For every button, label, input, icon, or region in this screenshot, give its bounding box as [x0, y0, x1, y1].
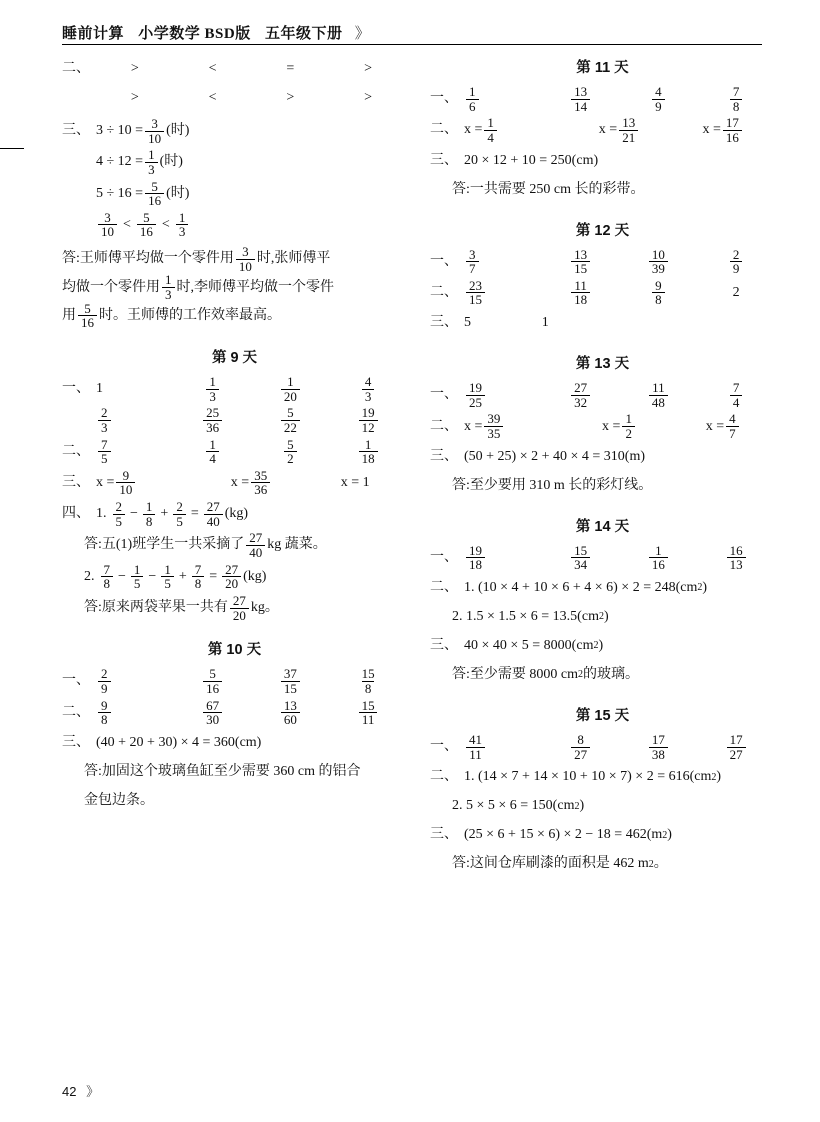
answer-item	[174, 406, 252, 434]
equation-text: 20 × 12 + 10 = 250(cm)	[464, 152, 599, 168]
fraction: $\frac{9}{8}$	[652, 279, 665, 307]
fraction: $\frac{15}{34}$	[571, 544, 590, 572]
fraction: $\frac{25}{36}$	[203, 406, 222, 434]
answer-text: 答:一共需要 250 cm 长的彩带。	[452, 181, 645, 197]
day12-section1	[430, 248, 775, 276]
unit-text: (时)	[159, 154, 183, 170]
fraction: $\frac{3}{10}$	[236, 245, 255, 273]
section-label: 一、	[62, 673, 90, 689]
spine-tick	[0, 148, 24, 149]
fraction: $\frac{41}{11}$	[466, 733, 485, 761]
day10-answer-line2	[62, 788, 407, 814]
equation-text: 5 ÷ 16 =	[96, 185, 144, 201]
fraction: $\frac{9}{8}$	[98, 699, 111, 727]
equation-text: )	[598, 637, 604, 653]
fraction: $\frac{1}{3}$	[176, 211, 189, 239]
equation	[84, 563, 266, 591]
answer-item	[329, 699, 407, 727]
fraction: $\frac{27}{20}$	[230, 594, 249, 622]
fraction: $\frac{13}{60}$	[281, 699, 300, 727]
answer-item	[671, 116, 775, 144]
day14-section2-item2	[430, 604, 775, 630]
exponent: 2	[598, 611, 604, 623]
right-column	[430, 56, 775, 880]
carryover-answer-paragraph	[62, 245, 407, 330]
answer-text: 答:加固这个玻璃鱼缸至少需要 360 cm 的铝合	[84, 763, 361, 779]
equation	[464, 580, 707, 596]
day9-section4-item1	[62, 500, 407, 528]
compare-symbol: <	[161, 216, 170, 232]
day11-section3	[430, 148, 775, 174]
fraction: $\frac{15}{8}$	[361, 666, 375, 696]
section-label: 二、	[62, 443, 90, 459]
section-label: 二、	[62, 704, 90, 720]
fraction: $\frac{23}{15}$	[466, 279, 485, 307]
day10-section1	[62, 667, 407, 695]
day15-answer	[430, 851, 775, 877]
answer-text: 时,李师傅平均做一个零件	[176, 279, 334, 295]
section-label: 二、	[430, 418, 458, 434]
operator: −	[130, 506, 138, 522]
equation	[464, 769, 721, 785]
answer-item	[620, 85, 698, 113]
page-footer	[62, 1081, 99, 1100]
answer-item	[620, 544, 698, 572]
day15-section2-item1	[430, 764, 775, 790]
exponent: 2	[648, 858, 654, 870]
answer-text: 均做一个零件用	[62, 279, 160, 295]
header-grade: 五年级下册	[264, 26, 343, 42]
section-label: 三、	[62, 474, 90, 490]
section-label: 一、	[430, 91, 458, 107]
compare-symbol: >	[364, 60, 373, 76]
compare-symbol: <	[208, 89, 217, 105]
fraction: $\frac{11}{48}$	[649, 381, 668, 409]
item-number: 2.	[84, 568, 95, 584]
section-label: 一、	[430, 739, 458, 755]
fraction: $\frac{4}{7}$	[726, 412, 739, 440]
exponent: 2	[662, 829, 668, 841]
day9-section1-row2	[62, 406, 407, 434]
variable-label: x =	[230, 474, 250, 490]
day13-answer	[430, 473, 775, 499]
answer-text: 时,张师傅平	[256, 251, 331, 267]
answer-item	[542, 381, 620, 409]
equation	[96, 117, 189, 145]
fraction: $\frac{5}{16}$	[137, 211, 156, 239]
exponent: 2	[697, 582, 703, 594]
fraction: $\frac{17}{38}$	[649, 733, 668, 761]
day10-section2	[62, 699, 407, 727]
fraction: $\frac{1}{8}$	[143, 500, 156, 528]
day11-section2	[430, 116, 775, 144]
section-label: 一、	[430, 253, 458, 269]
answer-item	[464, 733, 542, 761]
day11-section1	[430, 85, 775, 113]
answer-item	[96, 469, 200, 497]
day-title-15: 第 15 天	[575, 707, 630, 724]
answer-item	[329, 667, 407, 695]
answer-item	[464, 248, 542, 276]
compare-symbol: >	[364, 89, 373, 105]
fraction: $\frac{7}{8}$	[730, 85, 743, 113]
answer-text: kg。	[250, 600, 279, 616]
fraction: $\frac{4}{3}$	[362, 375, 375, 403]
section-label: 一、	[430, 387, 458, 403]
compare-symbol: <	[123, 216, 131, 232]
answer-item	[96, 699, 174, 727]
compare-symbol: >	[130, 89, 139, 105]
section-label: 三、	[430, 315, 458, 331]
day-title-11: 第 11 天	[576, 60, 629, 76]
fraction: $\frac{19}{25}$	[466, 381, 485, 409]
answer-item	[697, 733, 775, 761]
answer-item: 5	[464, 315, 471, 331]
exponent: 2	[711, 771, 717, 783]
fraction: $\frac{1}{20}$	[281, 375, 300, 403]
fraction: $\frac{2}{5}$	[113, 500, 126, 528]
day15-section2-item2	[430, 793, 775, 819]
answer-text: 时。王师傅的工作效率最高。	[99, 307, 281, 323]
fraction: $\frac{5}{16}$	[203, 667, 222, 695]
answer-item	[464, 85, 542, 113]
day9-section4-item2	[62, 563, 407, 591]
fraction: $\frac{5}{16}$	[145, 180, 164, 208]
section-label: 三、	[430, 152, 458, 168]
fraction: $\frac{13}{14}$	[571, 85, 590, 113]
header-subtitle: 小学数学 BSD版	[138, 26, 251, 42]
day13-section1	[430, 381, 775, 409]
day11-answer	[430, 177, 775, 203]
equation-text: )	[716, 769, 722, 785]
fraction: $\frac{27}{20}$	[222, 563, 241, 591]
answer-item: x = 1	[340, 474, 370, 490]
fraction: $\frac{7}{4}$	[730, 381, 743, 409]
answer-text: 。	[653, 856, 668, 872]
variable-label: x =	[464, 122, 483, 138]
section-label: 二、	[62, 60, 90, 76]
header-divider	[62, 44, 762, 45]
answer-item	[329, 375, 407, 403]
day14-section2-item1	[430, 575, 775, 601]
answer-item	[174, 667, 252, 695]
variable-label: x =	[598, 122, 618, 138]
fraction: $\frac{8}{27}$	[571, 733, 590, 761]
day-title-12: 第 12 天	[575, 222, 630, 239]
unit-text: (kg)	[224, 506, 249, 522]
answer-item	[542, 248, 620, 276]
section-label: 四、	[62, 506, 90, 522]
fraction: $\frac{27}{40}$	[246, 531, 265, 559]
day15-section3	[430, 822, 775, 848]
equation	[464, 827, 672, 843]
answer-item	[96, 667, 174, 695]
fraction: $\frac{13}{15}$	[571, 248, 590, 276]
day12-section2	[430, 279, 775, 307]
answer-text: 答:这间仓库刷漆的面积是 462 m	[452, 856, 649, 872]
fraction: $\frac{2}{9}$	[98, 667, 111, 695]
equation-text: (40 + 20 + 30) × 4 = 360(cm)	[96, 734, 262, 750]
answer-item	[329, 406, 407, 434]
fraction: $\frac{1}{3}$	[206, 375, 219, 403]
answer-item	[252, 438, 330, 466]
fraction: $\frac{1}{5}$	[131, 563, 144, 591]
answer-item	[464, 381, 542, 409]
answer-item	[620, 279, 698, 307]
fraction: $\frac{3}{10}$	[145, 117, 164, 145]
equation-text: 1. (14 × 7 + 14 × 10 + 10 × 7) × 2 = 616(cm	[464, 769, 712, 785]
header-title: 睡前计算	[62, 26, 125, 42]
fraction: $\frac{67}{30}$	[203, 699, 222, 727]
fraction: $\frac{39}{35}$	[484, 412, 503, 440]
section-label: 三、	[430, 637, 458, 653]
compare-symbol: <	[208, 60, 217, 76]
answer-item	[252, 667, 330, 695]
operator: −	[118, 568, 126, 584]
fraction: $\frac{3}{10}$	[98, 211, 117, 239]
answer-item	[542, 544, 620, 572]
fraction: $\frac{11}{18}$	[571, 279, 590, 307]
header-arrow: 》	[354, 26, 371, 42]
compare-symbol: =	[286, 60, 295, 76]
carryover-section-2	[62, 56, 407, 111]
answer-item	[620, 248, 698, 276]
section-label: 二、	[430, 769, 458, 785]
answer-item	[200, 469, 304, 497]
day-title-10: 第 10 天	[207, 642, 262, 659]
fraction: $\frac{1}{5}$	[161, 563, 174, 591]
answer-item	[464, 544, 542, 572]
answer-item: 1	[541, 315, 549, 331]
answer-item	[542, 85, 620, 113]
day14-section3	[430, 633, 775, 659]
equation-text: 2. 1.5 × 1.5 × 6 = 13.5(cm	[452, 608, 599, 624]
answer-text: 的玻璃。	[583, 666, 639, 682]
equation	[452, 609, 609, 625]
day15-section1	[430, 733, 775, 761]
answer-item	[252, 699, 330, 727]
carryover-section-3	[62, 117, 407, 239]
variable-label: x =	[96, 474, 115, 490]
equation-text: 2. 5 × 5 × 6 = 150(cm	[452, 798, 575, 814]
equation-text: 40 × 40 × 5 = 8000(cm	[464, 637, 594, 653]
equation-text: 1. (10 × 4 + 10 × 6 + 4 × 6) × 2 = 248(cm	[464, 579, 698, 595]
exponent: 2	[593, 640, 599, 652]
section-label: 一、	[62, 381, 90, 397]
answer-item	[697, 381, 775, 409]
equation-text: (50 + 25) × 2 + 40 × 4 = 310(m)	[464, 448, 646, 464]
fraction: $\frac{4}{9}$	[652, 85, 665, 113]
page-number: 42	[62, 1084, 77, 1099]
fraction: $\frac{5}{16}$	[78, 302, 97, 330]
fraction: $\frac{27}{32}$	[571, 381, 590, 409]
fraction: $\frac{5}{22}$	[281, 406, 300, 434]
left-column	[62, 56, 407, 817]
answer-item	[620, 381, 698, 409]
answer-text: 答:至少需要 8000 cm	[452, 666, 578, 682]
item-number: 1.	[96, 506, 107, 522]
day10-answer-line1	[62, 759, 407, 785]
answer-item	[96, 438, 174, 466]
comparison-chain	[96, 211, 190, 239]
answer-item	[697, 248, 775, 276]
fraction: $\frac{1}{4}$	[206, 438, 219, 466]
unit-text: (时)	[166, 185, 190, 201]
answer-item	[252, 406, 330, 434]
compare-symbol: >	[130, 60, 139, 76]
answer-text: kg 蔬菜。	[267, 537, 327, 553]
unit-text: (时)	[166, 123, 190, 139]
answer-item	[329, 438, 407, 466]
operator: =	[209, 568, 218, 584]
fraction: $\frac{3}{7}$	[466, 248, 479, 276]
fraction: $\frac{7}{8}$	[101, 563, 114, 591]
day9-answer-2	[62, 594, 407, 622]
answer-text: 答:至少要用 310 m 长的彩灯线。	[452, 477, 653, 493]
operator: −	[148, 568, 157, 584]
fraction: $\frac{1}{18}$	[359, 438, 378, 466]
equation	[96, 148, 183, 176]
fraction: $\frac{5}{2}$	[284, 438, 297, 466]
section-label: 二、	[430, 122, 458, 138]
answer-item	[697, 85, 775, 113]
variable-label: x =	[705, 418, 725, 434]
exponent: 2	[578, 669, 583, 681]
day10-section3	[62, 730, 407, 756]
day9-section2	[62, 438, 407, 466]
answer-item: 1	[96, 381, 103, 397]
variable-label: x =	[464, 418, 483, 434]
equation	[96, 180, 189, 208]
answer-item	[96, 406, 174, 434]
operator: +	[160, 506, 169, 522]
fraction: $\frac{19}{18}$	[466, 544, 485, 572]
answer-item	[568, 412, 672, 440]
section-label: 三、	[62, 123, 90, 139]
fraction: $\frac{16}{13}$	[727, 544, 746, 572]
fraction: $\frac{9}{10}$	[116, 469, 135, 497]
day12-section3	[430, 310, 775, 336]
day9-section1-row1	[62, 375, 407, 403]
section-label: 三、	[430, 448, 458, 464]
day-title-9: 第 9 天	[211, 349, 258, 366]
fraction: $\frac{1}{4}$	[484, 116, 497, 144]
day9-answer-1	[62, 531, 407, 559]
equation	[464, 638, 603, 654]
variable-label: x =	[702, 122, 721, 138]
fraction: $\frac{1}{3}$	[162, 273, 175, 301]
answer-text: 答:五(1)班学生一共采摘了	[84, 537, 245, 553]
equation-text: )	[702, 579, 708, 595]
unit-text: (kg)	[243, 568, 267, 584]
day9-section3	[62, 469, 407, 497]
day14-section1	[430, 544, 775, 572]
day13-section2	[430, 412, 775, 440]
answer-item	[697, 544, 775, 572]
fraction: $\frac{37}{15}$	[281, 667, 300, 695]
answer-text: 金包边条。	[84, 792, 154, 808]
fraction: $\frac{1}{3}$	[145, 148, 158, 176]
day-title-14: 第 14 天	[575, 518, 630, 535]
answer-item: 2	[732, 284, 740, 300]
day-title-13: 第 13 天	[575, 356, 630, 373]
answer-item	[542, 733, 620, 761]
section-label: 一、	[430, 549, 458, 565]
answer-item	[174, 699, 252, 727]
equation-text: (25 × 6 + 15 × 6) × 2 − 18 = 462(m	[464, 827, 663, 843]
equation-text: 3 ÷ 10 =	[96, 123, 144, 139]
answer-item	[174, 438, 252, 466]
exponent: 2	[574, 800, 580, 812]
fraction: $\frac{10}{39}$	[649, 248, 668, 276]
footer-arrow: 》	[86, 1084, 100, 1099]
fraction: $\frac{1}{16}$	[649, 544, 668, 572]
operator: +	[178, 568, 187, 584]
fraction: $\frac{27}{40}$	[204, 500, 223, 528]
equation-text: )	[667, 827, 672, 843]
fraction: $\frac{17}{27}$	[727, 733, 746, 761]
answer-item	[620, 733, 698, 761]
page-header	[62, 22, 370, 43]
answer-item	[464, 412, 568, 440]
equation	[452, 798, 584, 814]
answer-item	[542, 279, 620, 307]
fraction: $\frac{1}{6}$	[466, 85, 479, 113]
equation-text: 4 ÷ 12 =	[96, 154, 144, 170]
fraction: $\frac{13}{21}$	[619, 116, 638, 144]
operator: =	[190, 506, 199, 522]
answer-text: 用	[62, 307, 76, 323]
fraction: $\frac{1}{2}$	[622, 412, 635, 440]
fraction: $\frac{2}{3}$	[98, 406, 111, 434]
fraction: $\frac{19}{12}$	[359, 406, 378, 434]
section-label: 二、	[430, 579, 458, 595]
answer-text: 答:王师傅平均做一个零件用	[62, 251, 234, 267]
answer-item	[671, 412, 775, 440]
fraction: $\frac{17}{16}$	[723, 116, 742, 144]
section-label: 三、	[62, 734, 90, 750]
compare-symbol: >	[286, 89, 295, 105]
day14-answer	[430, 662, 775, 688]
fraction: $\frac{2}{9}$	[730, 248, 743, 276]
fraction: $\frac{7}{5}$	[98, 438, 111, 466]
equation-text: )	[579, 798, 585, 814]
answer-item	[252, 375, 330, 403]
answer-item	[568, 116, 672, 144]
answer-item	[174, 375, 252, 403]
variable-label: x =	[602, 418, 621, 434]
answer-text: 答:原来两袋苹果一共有	[84, 600, 228, 616]
answer-item	[464, 279, 542, 307]
fraction: $\frac{35}{36}$	[251, 469, 270, 497]
section-label: 三、	[430, 827, 458, 843]
fraction: $\frac{7}{8}$	[192, 563, 205, 591]
equation	[96, 500, 248, 528]
fraction: $\frac{15}{11}$	[359, 699, 378, 727]
equation-text: )	[603, 608, 609, 624]
section-label: 二、	[430, 284, 458, 300]
day13-section3	[430, 444, 775, 470]
answer-item	[464, 116, 568, 144]
fraction: $\frac{2}{5}$	[173, 500, 186, 528]
